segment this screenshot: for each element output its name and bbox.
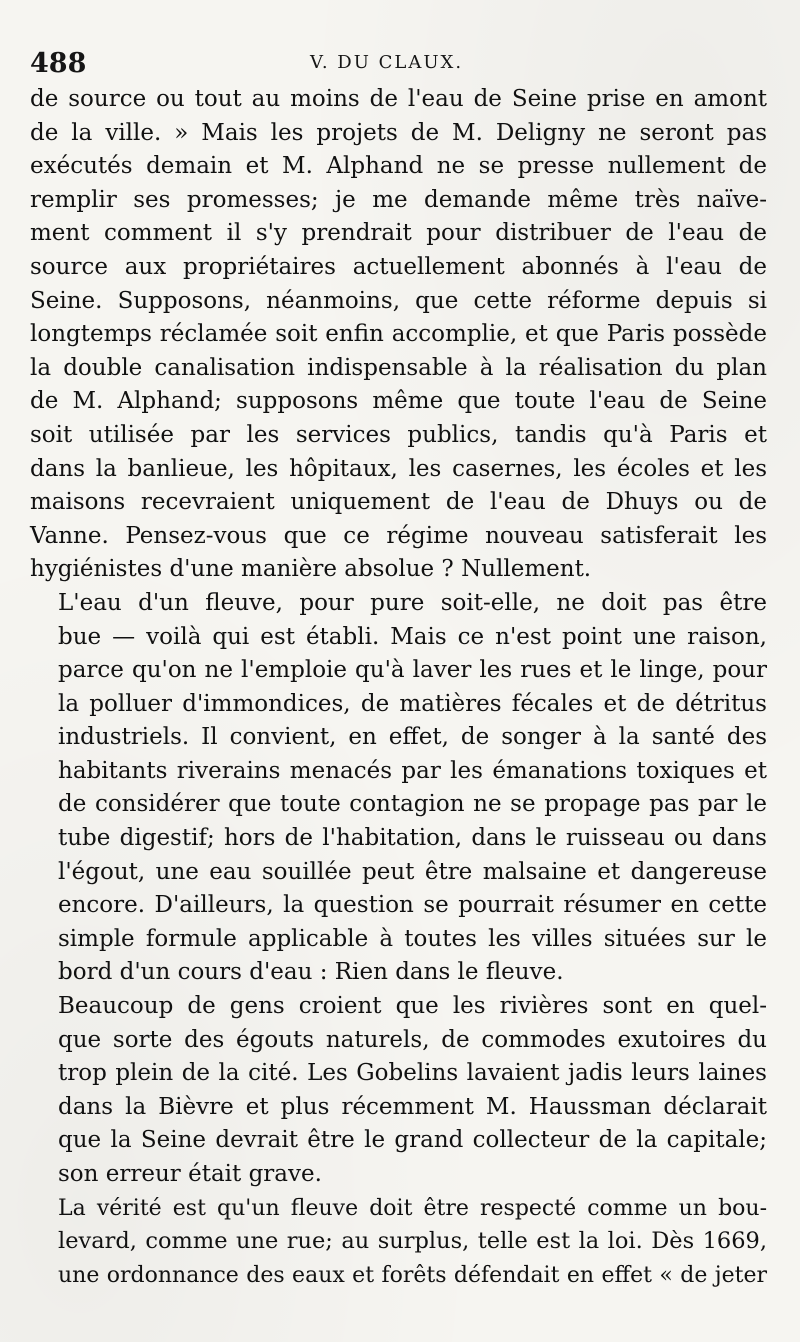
paragraph [30,1192,767,1293]
text-line: de considérer que toute contagion ne se propage pas par le [58,791,767,818]
text-line: dans la banlieue, les hôpitaux, les casernes, les écoles et les [30,455,767,482]
text-line: de M. Alphand; supposons même que toute l'eau de Seine [30,388,767,415]
paragraph [30,83,767,587]
text-line: tube digestif; hors de l'habitation, dans le ruisseau ou dans [58,825,767,852]
text-line: une ordonnance des eaux et forêts défendait en effet « de jeter [58,1262,767,1288]
text-line: L'eau d'un fleuve, pour pure soit-elle, ne doit pas être [58,589,767,616]
running-title: V. DU CLAUX. [310,52,464,73]
paragraph [30,587,767,990]
text-line: La vérité est qu'un fleuve doit être respecté comme un bou- [58,1195,767,1221]
text-line: habitants riverains menacés par les émanations toxiques et [58,757,767,784]
body-text [30,83,767,1292]
text-line: trop plein de la cité. Les Gobelins lavaient jadis leurs laines [58,1060,767,1087]
text-line: parce qu'on ne l'emploie qu'à laver les rues et le linge, pour [58,657,767,684]
text-line: de source ou tout au moins de l'eau de Seine prise en amont [30,86,767,112]
text-line: maisons recevraient uniquement de l'eau de Dhuys ou de [30,489,767,516]
paragraph [30,990,767,1192]
text-line: simple formule applicable à toutes les villes situées sur le [58,925,767,952]
text-line: son erreur était grave. [58,1161,322,1187]
text-line: industriels. Il convient, en effet, de songer à la santé des [58,724,767,751]
text-line: dans la Bièvre et plus récemment M. Haussman déclarait [58,1093,767,1120]
text-line: encore. D'ailleurs, la question se pourrait résumer en cette [58,892,767,919]
text-line: source aux propriétaires actuellement abonnés à l'eau de [30,253,767,280]
text-line: Seine. Supposons, néanmoins, que cette réforme depuis si [30,287,767,314]
text-line: que sorte des égouts naturels, de commodes exutoires du [58,1026,767,1053]
text-line: bord d'un cours d'eau : Rien dans le fleuve. [58,959,564,986]
text-line: exécutés demain et M. Alphand ne se presse nullement de [30,153,767,180]
text-line: Beaucoup de gens croient que les rivières sont en quel- [58,993,767,1020]
text-line: la polluer d'immondices, de matières fécales et de détritus [58,690,767,717]
text-line: soit utilisée par les services publics, tandis qu'à Paris et [30,421,767,448]
text-line: longtemps réclamée soit enfin accomplie, et que Paris possède [30,321,767,348]
text-line: la double canalisation indispensable à la réalisation du plan [30,354,767,381]
running-head [30,44,770,84]
text-line: l'égout, une eau souillée peut être malsaine et dangereuse [58,858,767,885]
text-line: ment comment il s'y prendrait pour distribuer de l'eau de [30,220,767,247]
text-line: levard, comme une rue; au surplus, telle est la loi. Dès 1669, [58,1228,767,1255]
text-line: Vanne. Pensez-vous que ce régime nouveau satisferait les [30,522,767,549]
text-line: hygiénistes d'une manière absolue ? Nullement. [30,556,592,583]
page-number: 488 [30,48,87,79]
text-line: remplir ses promesses; je me demande même très naïve- [30,186,767,213]
text-line: que la Seine devrait être le grand collecteur de la capitale; [58,1127,767,1154]
text-line: de la ville. » Mais les projets de M. Deligny ne seront pas [30,119,767,146]
text-line: bue — voilà qui est établi. Mais ce n'est point une raison, [58,623,767,650]
